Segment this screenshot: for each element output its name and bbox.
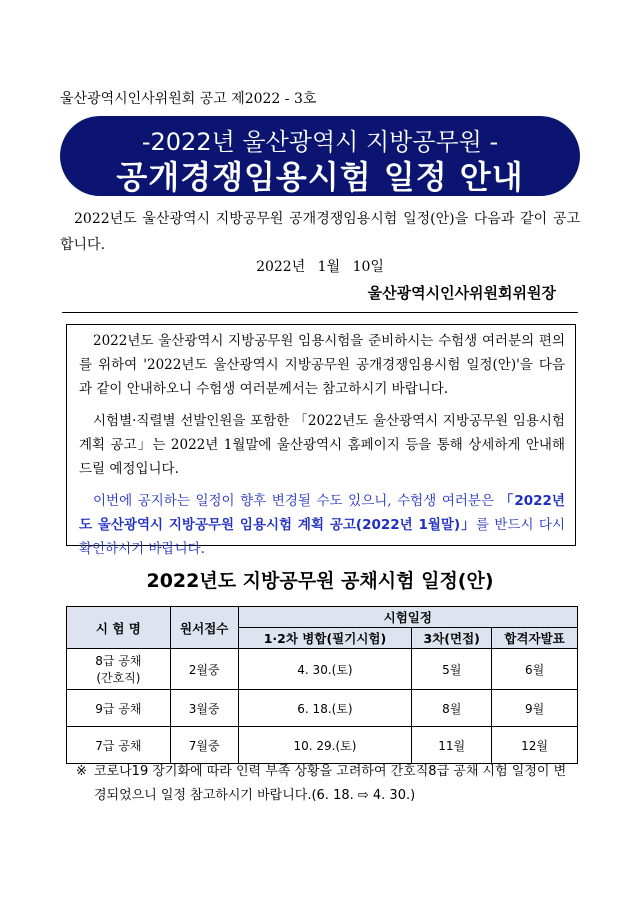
table-row (67, 649, 578, 690)
interview-cell: 5월 (412, 649, 492, 690)
schedule-title: 2022년도 지방공무원 공채시험 일정(안) (146, 570, 494, 592)
header-application: 원서접수 (170, 607, 238, 649)
exam-cell (67, 649, 171, 690)
info-paragraph-3-bold: 「2022년도 울산광역시 지방공무원 임용시험 계획 공고(2022년 1월말)」 (79, 493, 565, 533)
divider (62, 312, 578, 313)
written-cell: 10. 29.(토) (238, 727, 412, 764)
header-schedule: 시험일정 (238, 607, 577, 628)
banner-subtitle: -2022년 울산광역시 지방공무원 - (141, 128, 499, 156)
header-result: 합격자발표 (492, 628, 578, 649)
application-cell: 3월중 (170, 690, 238, 727)
exam-name: 8급 공채 (95, 654, 142, 668)
header-exam: 시 험 명 (67, 607, 171, 649)
exam-sub: (간호직) (96, 671, 141, 685)
result-cell: 6월 (492, 649, 578, 690)
info-paragraph-1: 2022년도 울산광역시 지방공무원 임용시험을 준비하시는 수험생 여러분의 편의를 위하여 '2022년도 울산광역시 지방공무원 공개경쟁임용시험 일정(안)'을 다음과 같이 안내하오니 수험생 여러분께서는 참고하시기 바랍니다. (79, 333, 565, 397)
footnote-text: 코로나19 장기화에 따라 인력 부족 상황을 고려하여 간호직8급 공채 시험 일정이 변경되었으니 일정 참고하시기 바랍니다.(6. 18. ⇨ 4. 30.) (94, 764, 567, 803)
exam-cell: 9급 공채 (67, 690, 171, 727)
exam-cell: 7급 공채 (67, 727, 171, 764)
reference-mark-icon: ※ (76, 764, 87, 779)
title-banner (60, 116, 580, 196)
notice-number: 울산광역시인사위원회 공고 제2022 - 3호 (60, 91, 317, 107)
result-cell: 12월 (492, 727, 578, 764)
written-cell: 4. 30.(토) (238, 649, 412, 690)
info-paragraph-3 (79, 489, 565, 561)
interview-cell: 8월 (412, 690, 492, 727)
result-cell: 9월 (492, 690, 578, 727)
intro-text: 2022년도 울산광역시 지방공무원 공개경쟁임용시험 일정(안)을 다음과 같이 공고 합니다. (60, 211, 580, 253)
info-paragraph-3-pre: 이번에 공지하는 일정이 향후 변경될 수도 있으니, 수험생 여러분은 (93, 493, 500, 509)
footnote (76, 760, 576, 808)
info-box (66, 324, 576, 557)
info-paragraph-3-post: 를 반드시 다시 확인하시기 바랍니다. (79, 517, 565, 557)
schedule-table (66, 606, 578, 764)
signer: 울산광역시인사위원회위원장 (367, 284, 556, 302)
notice-date: 2022년 1월 10일 (256, 259, 384, 275)
application-cell: 7월중 (170, 727, 238, 764)
application-cell: 2월중 (170, 649, 238, 690)
header-interview: 3차(면접) (412, 628, 492, 649)
table-row (67, 690, 578, 727)
written-cell: 6. 18.(토) (238, 690, 412, 727)
banner-title: 공개경쟁임용시험 일정 안내 (116, 158, 524, 196)
table-row (67, 727, 578, 764)
header-written: 1·2차 병합(필기시험) (238, 628, 412, 649)
info-paragraph-2: 시험별·직렬별 선발인원을 포함한 「2022년도 울산광역시 지방공무원 임용시험 계획 공고」는 2022년 1월말에 울산광역시 홈페이지 등을 통해 상세하게 안내해 드릴 예정입니다. (79, 413, 565, 477)
interview-cell: 11월 (412, 727, 492, 764)
table-header-row (67, 607, 578, 628)
